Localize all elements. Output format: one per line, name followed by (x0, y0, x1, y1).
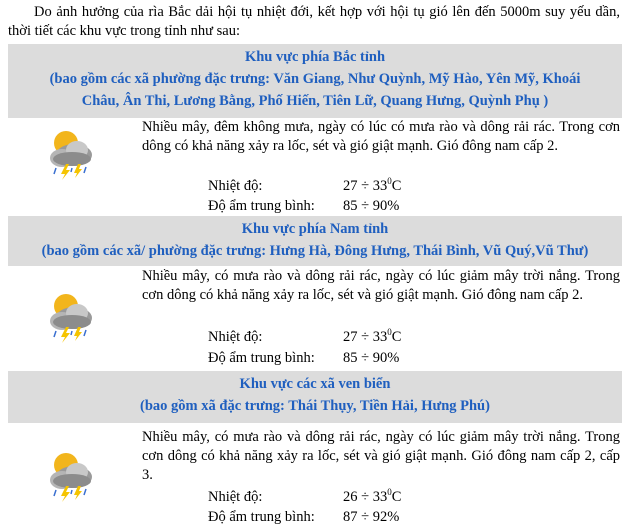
humidity-value: 87 ÷ 92% (343, 509, 400, 525)
thunderstorm-cloud-icon (46, 291, 96, 343)
region-header-south (8, 216, 622, 266)
region-title: Khu vực phía Nam tỉnh (241, 221, 389, 237)
temperature-row (208, 328, 401, 347)
region-body-south (8, 267, 622, 367)
temperature-label: Nhiệt độ: (208, 489, 263, 505)
region-subtitle: (bao gồm các xã phường đặc trưng: Văn Giang, Như Quỳnh, Mỹ Hào, Yên Mỹ, Khoái (49, 71, 581, 87)
thunderstorm-cloud-icon (46, 450, 96, 502)
region-subtitle: (bao gồm xã đặc trưng: Thái Thụy, Tiền Hải, Hưng Phú) (140, 398, 490, 414)
region-description: Nhiều mây, đêm không mưa, ngày có lúc có mưa rào và dông rải rác. Trong cơn dông có khả năng xảy ra lốc, sét và gió giật mạnh. Gió đông nam cấp 2. (142, 119, 620, 154)
region-body-north (8, 118, 622, 218)
intro-paragraph: Do ảnh hưởng của rìa Bắc dải hội tụ nhiệt đới, kết hợp với hội tụ gió lên đến 5000m suy yếu dần, thời tiết các khu vực trong tỉnh như sau: (8, 4, 620, 39)
humidity-label: Độ ẩm trung bình: (208, 350, 315, 366)
humidity-label: Độ ẩm trung bình: (208, 198, 315, 214)
temperature-value: $27 \div 33^0C$ (343, 176, 402, 194)
thunderstorm-cloud-icon (46, 128, 96, 180)
humidity-value: 85 ÷ 90% (343, 198, 400, 214)
humidity-row (208, 349, 399, 368)
region-body-coastal (8, 428, 622, 528)
region-description: Nhiều mây, có mưa rào và dông rải rác, ngày có lúc giảm mây trời nắng. Trong cơn dông có khả năng xảy ra lốc, sét và gió giật mạnh. Gió đông nam cấp 2, cấp 3. (142, 429, 620, 483)
temperature-value: $27 \div 33^0C$ (343, 327, 402, 345)
temperature-label: Nhiệt độ: (208, 329, 263, 345)
region-subtitle: Châu, Ân Thi, Lương Bằng, Phố Hiến, Tiên Lữ, Quang Hưng, Quỳnh Phụ ) (81, 93, 549, 109)
temperature-label: Nhiệt độ: (208, 178, 263, 194)
region-title: Khu vực phía Bắc tỉnh (244, 49, 386, 65)
humidity-value: 85 ÷ 90% (343, 350, 400, 366)
temperature-row (208, 488, 401, 507)
temperature-row (208, 177, 401, 196)
region-title: Khu vực các xã ven biển (239, 376, 391, 392)
humidity-row (208, 508, 399, 527)
region-header-coastal (8, 371, 622, 423)
region-description: Nhiều mây, có mưa rào và dông rải rác, ngày có lúc giảm mây trời nắng. Trong cơn dông có khả năng xảy ra lốc, sét và gió giật mạnh. Gió đông nam cấp 2. (142, 268, 620, 303)
region-subtitle: (bao gồm các xã/ phường đặc trưng: Hưng Hà, Đông Hưng, Thái Bình, Vũ Quý,Vũ Thư) (41, 243, 589, 259)
region-header-north (8, 44, 622, 118)
temperature-value: $26 \div 33^0C$ (343, 487, 402, 505)
humidity-row (208, 197, 399, 216)
humidity-label: Độ ẩm trung bình: (208, 509, 315, 525)
